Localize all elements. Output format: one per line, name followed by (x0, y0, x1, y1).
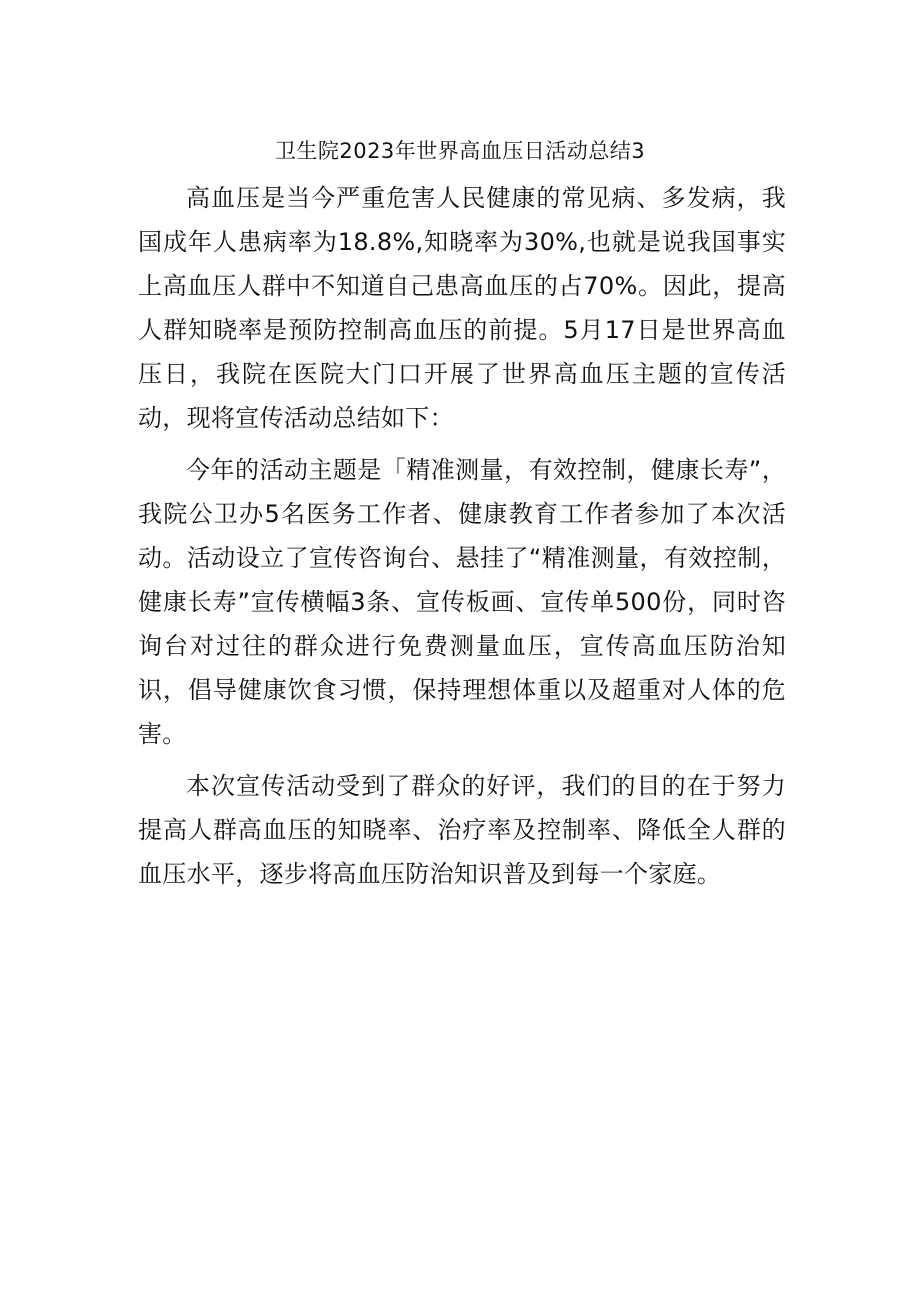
document-body (138, 176, 786, 904)
paragraph-intro: 高血压是当今严重危害人民健康的常见病、多发病，我国成年人患病率为18.8%,知晓率为30%,也就是说我国事实上高血压人群中不知道自己患高血压的占70%。因此，提高人群知晓率是预防控制高血压的前提。5月17日是世界高血压日，我院在医院大门口开展了世界高血压主题的宣传活动，现将宣传活动总结如下： (138, 184, 786, 432)
paragraph-activity: 今年的活动主题是「精准测量，有效控制，健康长寿”，我院公卫办5名医务工作者、健康教育工作者参加了本次活动。活动设立了宣传咨询台、悬挂了“精准测量，有效控制，健康长寿”宣传横幅3条、宣传板画、宣传单500份，同时咨询台对过往的群众进行免费测量血压，宣传高血压防治知识，倡导健康饮食习惯，保持理想体重以及超重对人体的危害。 (138, 456, 786, 748)
document-title: 卫生院2023年世界高血压日活动总结3 (274, 139, 646, 163)
paragraph-conclusion: 本次宣传活动受到了群众的好评，我们的目的在于努力提高人群高血压的知晓率、治疗率及控制率、降低全人群的血压水平，逐步将高血压防治知识普及到每一个家庭。 (138, 772, 786, 888)
